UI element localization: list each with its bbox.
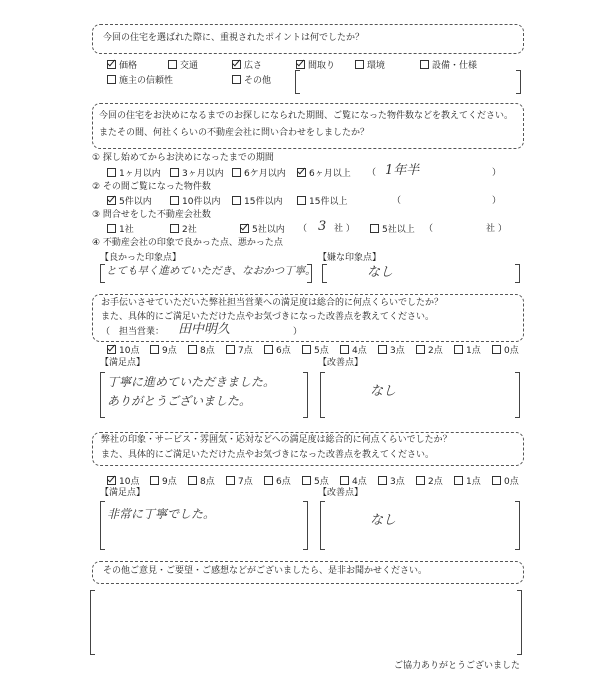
sub1-option[interactable]: 1ヶ月以内 <box>107 168 161 180</box>
checkbox-icon[interactable] <box>107 224 116 233</box>
checkbox-icon[interactable] <box>107 60 116 69</box>
q4-good-field[interactable]: 非常に丁寧でした。 <box>100 501 308 550</box>
checkbox-icon[interactable] <box>340 476 349 485</box>
checkbox-icon[interactable] <box>416 345 425 354</box>
sub1-option[interactable]: 6ケ月以内 <box>232 168 286 180</box>
score-option[interactable]: 1点 <box>454 345 481 357</box>
bad-impression-label: 【嫌な印象点】 <box>318 253 382 263</box>
period-title: ① 探し始めてからお決めになったまでの期間 <box>92 153 274 163</box>
checkbox-icon[interactable] <box>454 345 463 354</box>
score-option[interactable]: 5点 <box>302 476 329 488</box>
sub2-option[interactable]: 15件以上 <box>297 196 347 208</box>
priority-option[interactable]: 環境 <box>355 60 385 72</box>
checkbox-icon[interactable] <box>170 196 179 205</box>
checkbox-icon[interactable] <box>188 476 197 485</box>
checkbox-icon[interactable] <box>370 224 379 233</box>
q3-improve-field[interactable]: なし <box>320 372 520 418</box>
sub2-option[interactable]: 10件以内 <box>170 196 220 208</box>
q1-question-box <box>92 24 524 54</box>
checkbox-icon[interactable] <box>378 476 387 485</box>
score-option[interactable]: 3点 <box>378 345 405 357</box>
checkbox-icon[interactable] <box>232 75 241 84</box>
checkbox-icon[interactable] <box>232 168 241 177</box>
score-option[interactable]: 8点 <box>188 476 215 488</box>
checkbox-icon[interactable] <box>416 476 425 485</box>
good-impression-label: 【良かった印象点】 <box>100 253 182 263</box>
sub3-option[interactable]: 2社 <box>170 224 197 236</box>
checkbox-icon[interactable] <box>232 196 241 205</box>
checkbox-icon[interactable] <box>454 476 463 485</box>
checkbox-icon[interactable] <box>296 60 305 69</box>
checkbox-icon[interactable] <box>170 168 179 177</box>
checkbox-icon[interactable] <box>340 345 349 354</box>
score-option[interactable]: 7点 <box>226 476 253 488</box>
agencies-within-value[interactable]: 3 <box>318 219 327 234</box>
priority-option[interactable]: 広さ <box>232 60 262 72</box>
score-option[interactable]: 4点 <box>340 476 367 488</box>
good-impression-field[interactable]: とても早く進めていただき、なおかつ丁寧。 <box>100 264 312 283</box>
checkbox-icon[interactable] <box>107 75 116 84</box>
checkbox-icon[interactable] <box>107 168 116 177</box>
score-option[interactable]: 9点 <box>150 476 177 488</box>
sub1-option[interactable]: 6ヶ月以上 <box>297 168 351 180</box>
checkbox-icon[interactable] <box>107 476 116 485</box>
sub1-option[interactable]: 3ヶ月以内 <box>170 168 224 180</box>
score-option[interactable]: 5点 <box>302 345 329 357</box>
sub3-option[interactable]: 5社以内 <box>240 224 285 236</box>
checkbox-icon[interactable] <box>378 345 387 354</box>
checkbox-icon[interactable] <box>107 345 116 354</box>
period-value[interactable]: 1年半 <box>385 163 420 178</box>
q4-question-box: 弊社の印象・サービス・雰囲気・応対などへの満足度は総合的に何点くらいでしたか？ また、具体的にご満足いただけた点やお気づきになった改善点を教えてください。 <box>92 432 524 466</box>
q1-question: 今回の住宅を選ばれた際に、重視されたポイントは何でしたか？ <box>103 33 365 43</box>
footer-thanks: ご協力ありがとうございました <box>393 661 520 671</box>
priority-option[interactable]: 施主の信頼性 <box>107 75 173 87</box>
score-option[interactable]: 3点 <box>378 476 405 488</box>
checkbox-icon[interactable] <box>297 196 306 205</box>
priority-option[interactable]: その他 <box>232 75 271 87</box>
checkbox-icon[interactable] <box>168 60 177 69</box>
checkbox-icon[interactable] <box>240 224 249 233</box>
q3-good-field[interactable]: 丁寧に進めていただきました。 ありがとうございました。 <box>100 372 308 418</box>
sub2-option[interactable]: 5件以内 <box>107 196 152 208</box>
checkbox-icon[interactable] <box>492 345 501 354</box>
sub3-option[interactable]: 1社 <box>107 224 134 236</box>
score-option[interactable]: 9点 <box>150 345 177 357</box>
checkbox-icon[interactable] <box>355 60 364 69</box>
checkbox-icon[interactable] <box>264 476 273 485</box>
checkbox-icon[interactable] <box>107 196 116 205</box>
score-option[interactable]: 0点 <box>492 345 519 357</box>
sub3-option[interactable]: 5社以上 <box>370 224 415 236</box>
checkbox-icon[interactable] <box>170 224 179 233</box>
staff-name[interactable]: 田中明久 <box>178 322 231 337</box>
checkbox-icon[interactable] <box>188 345 197 354</box>
q3-question-box: お手伝いさせていただいた弊社担当営業への満足度は総合的に何点くらいでしたか？ また、具体的にご満足いただけた点やお気づきになった改善点を教えてください。 （ 担当営業： 田中明久 ） <box>92 294 524 342</box>
checkbox-icon[interactable] <box>302 345 311 354</box>
q5-question-box: その他ご意見・ご要望・ご感想などがございましたら、是非お聞かせください。 <box>92 561 524 584</box>
q2-question-line2: またその間、何社くらいの不動産会社に問い合わせをしましたか？ <box>99 128 370 138</box>
score-option[interactable]: 10点 <box>107 345 139 357</box>
q2-question-box <box>92 103 524 149</box>
survey-form: 今回の住宅を選ばれた際に、重視されたポイントは何でしたか？ 価格 交通 広さ 間取り 環境 設備・仕様 施主の信頼性 その他 今回の住宅をお決めになるまでのお探しになられた期間、ご覧になった物件数などを教えてください。 またその間、何社くらいの不動産会社に問い合わせをしましたか？ ① 探し始めてからお決めになったまでの期間 ② その間ご覧になった物件数 ③ 問合せをした不動産会社数 ④ 不動産会社の印象で良かった点、悪かった点 1ヶ月以内 3ヶ月以内 6ケ月以内 6ヶ月以上 5件以内 10件以内 15件以内 15件以上 1社 2社 5社以内 5社以上 （ 1年半 ） （ ） （ 3 社 ） （ 社 ） 【良かった印象点】 【嫌な印象点】 とても早く進めていただき、なおかつ丁寧。 なし お手伝いさせていただいた弊社担当営業への満足度は総合的に何点くらいでしたか？ また、具体的にご満足いただけた点やお気づきになった改善点を教えてください。 （ 担当営業： 田中明久 ） 10点 9点 8点 7点 6点 5点 4点 3点 2点 1点 0点 【満足点】 【改善点】 丁寧に進めていただきました。 ありがとうございました。 なし 弊社の印象・サービス・雰囲気・応対などへの満足度は総合的に何点くらいでしたか？ また、具体的にご満足いただけた点やお気づきになった改善点を教えてください。 10点 9点 8点 7点 6点 5点 4点 3点 2点 1点 0点 【満足点】 【改善点】 非常に丁寧でした。 なし その他ご意見・ご要望・ご感想などがございましたら、是非お聞かせください。 ご協力ありがとうございました <box>0 0 600 700</box>
checkbox-icon[interactable] <box>150 476 159 485</box>
checkbox-icon[interactable] <box>264 345 273 354</box>
score-option[interactable]: 4点 <box>340 345 367 357</box>
checkbox-icon[interactable] <box>302 476 311 485</box>
score-option[interactable]: 2点 <box>416 345 443 357</box>
checkbox-icon[interactable] <box>492 476 501 485</box>
priority-option[interactable]: 交通 <box>168 60 198 72</box>
score-option[interactable]: 8点 <box>188 345 215 357</box>
agencies-title: ③ 問合せをした不動産会社数 <box>92 210 211 220</box>
checkbox-icon[interactable] <box>150 345 159 354</box>
q2-question-line1: 今回の住宅をお決めになるまでのお探しになられた期間、ご覧になった物件数などを教えてください。 <box>99 111 514 121</box>
q5-comment-field[interactable] <box>90 590 522 655</box>
q1-other-field[interactable] <box>295 70 521 94</box>
sub2-option[interactable]: 15件以内 <box>232 196 282 208</box>
checkbox-icon[interactable] <box>297 168 306 177</box>
bad-impression-field[interactable]: なし <box>322 264 520 283</box>
score-option[interactable]: 1点 <box>454 476 481 488</box>
priority-option[interactable]: 設備・仕様 <box>420 60 477 72</box>
score-option[interactable]: 6点 <box>264 345 291 357</box>
q4-improve-field[interactable]: なし <box>320 501 520 550</box>
impression-title: ④ 不動産会社の印象で良かった点、悪かった点 <box>92 238 283 248</box>
priority-option[interactable]: 価格 <box>107 60 137 72</box>
score-option[interactable]: 2点 <box>416 476 443 488</box>
checkbox-icon[interactable] <box>420 60 429 69</box>
score-option[interactable]: 0点 <box>492 476 519 488</box>
score-option[interactable]: 6点 <box>264 476 291 488</box>
score-option[interactable]: 7点 <box>226 345 253 357</box>
priority-option[interactable]: 間取り <box>296 60 335 72</box>
checkbox-icon[interactable] <box>226 476 235 485</box>
score-option[interactable]: 10点 <box>107 476 139 488</box>
checkbox-icon[interactable] <box>226 345 235 354</box>
checkbox-icon[interactable] <box>232 60 241 69</box>
properties-title: ② その間ご覧になった物件数 <box>92 182 211 192</box>
